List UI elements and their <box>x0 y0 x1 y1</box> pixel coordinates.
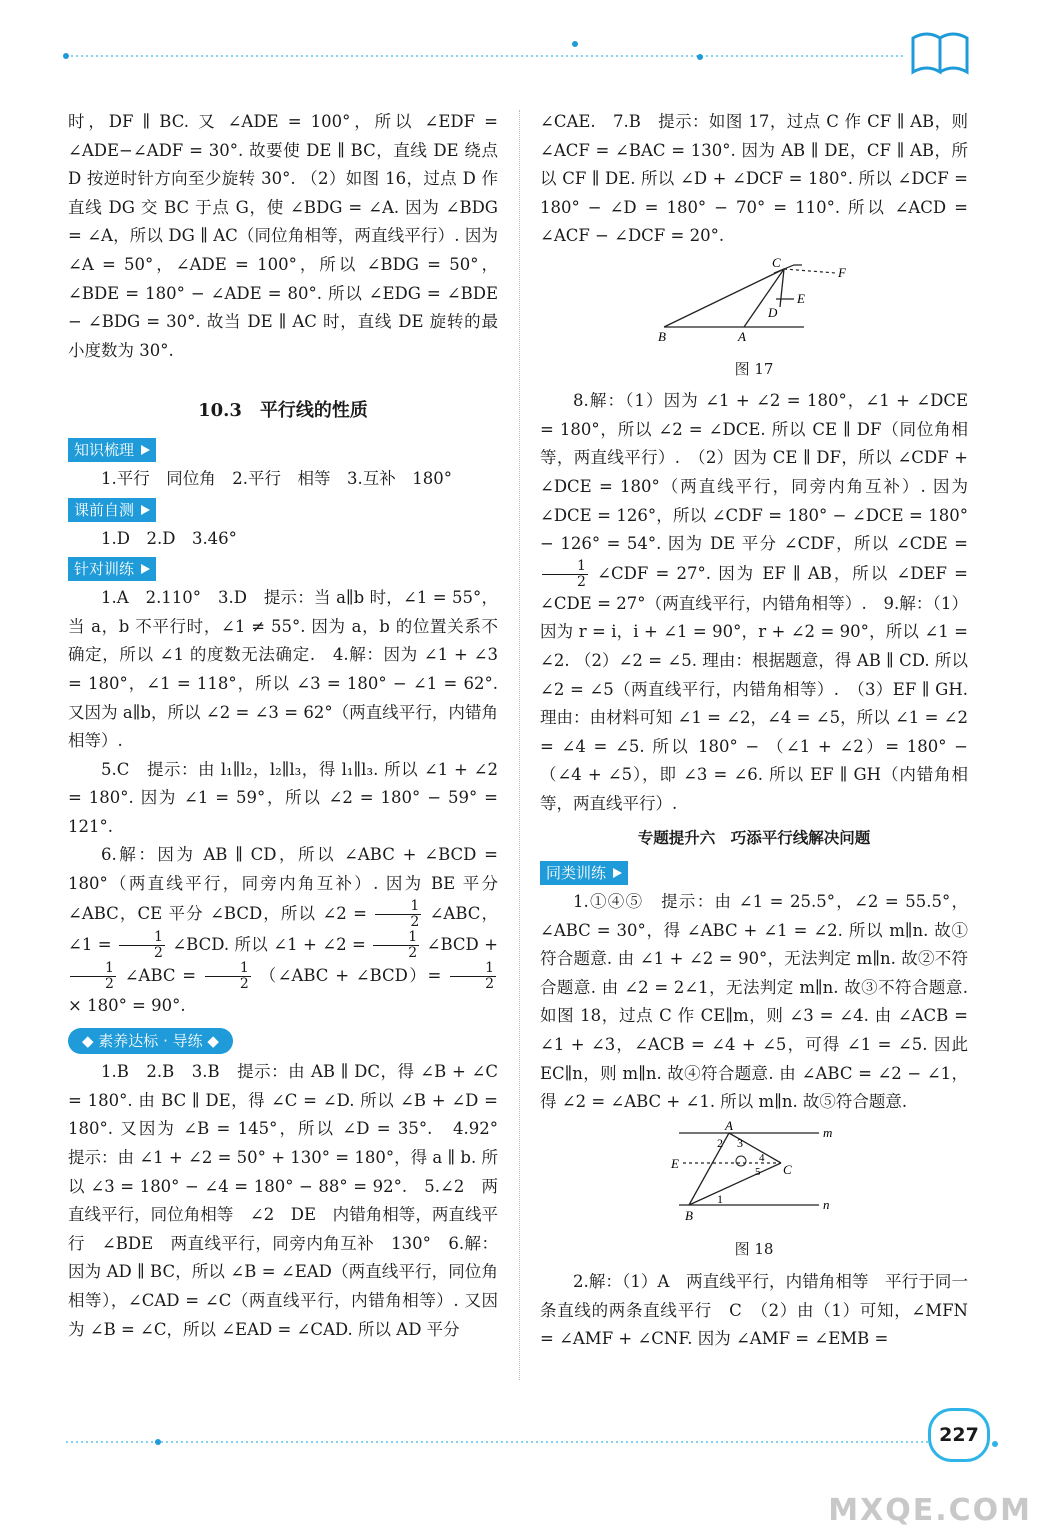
answers-training-c <box>68 841 498 1020</box>
svg-text:F: F <box>838 264 846 280</box>
svg-text:C: C <box>783 1161 792 1177</box>
right-column <box>540 108 968 1354</box>
training-c-part-6: （∠ABC + ∠BCD）= <box>259 965 442 985</box>
left-column <box>68 108 515 1344</box>
svg-text:m: m <box>823 1124 833 1140</box>
answers-pretest: 1.D 2.D 3.46° <box>101 528 237 548</box>
fraction-half: $\frac{1}{2}$ <box>70 961 116 992</box>
figure-17-diagram <box>654 255 854 345</box>
svg-text:B: B <box>658 328 666 344</box>
figure-18-caption: 图 18 <box>734 1240 774 1259</box>
answers-training-a: 1.A 2.110° 3.D 提示：当 a∥b 时，∠1 = 55°，当 a，b 不平行时，∠1 ≠ 55°. 因为 a，b 的位置关系不确定，所以 ∠1 的度数无法确定. 4.解：因为 ∠1 + ∠3 = 180°，∠1 = 118°，所以 ∠3 = 180° − ∠1 = 62°. 又因为 a∥b，所以 ∠2 = ∠3 = 62°（两直线平行，内错角相等）. <box>68 588 498 751</box>
right-paragraph-3: 1.①④⑤ 提示：由 ∠1 = 25.5°，∠2 = 55.5°，∠ABC = 30°，得 ∠ABC + ∠1 = ∠2. 所以 m∥n. 故①符合题意. 由 ∠1 + ∠2 = 90°，无法判定 m∥n. 故②不符合题意. 由 ∠2 = 2∠1，无法判定 m∥n. 故③不符合题意. 如图 18，过点 C 作 CE∥m，则 ∠3 = ∠4. 由 ∠ACB = ∠1 + ∠3，∠ACB = ∠4 + ∠5，可得 ∠1 = ∠5. 因此 EC∥n，则 m∥n. 故④符合题意. 由 ∠ABC = ∠2 − ∠1，得 ∠2 = ∠ABC + ∠1. 所以 m∥n. 故⑤符合题意. <box>540 892 968 1112</box>
svg-text:B: B <box>685 1207 693 1223</box>
svg-text:A: A <box>725 1120 733 1133</box>
page-number: 227 <box>928 1408 990 1462</box>
column-divider <box>519 110 520 1380</box>
tag-literacy: ◆ 素养达标 · 导练 ◆ <box>68 1028 233 1054</box>
training-c-part-1: 6.解：因为 AB ∥ CD，所以 ∠ABC + ∠BCD = 180°（两直线平行，同旁内角互补）. 因为 BE 平分 ∠ABC，CE 平分 ∠BCD，所以 ∠2 = <box>68 845 498 923</box>
figure-17-caption: 图 17 <box>734 359 774 378</box>
svg-text:4: 4 <box>759 1151 765 1164</box>
svg-text:5: 5 <box>755 1165 761 1178</box>
svg-text:D: D <box>768 304 778 320</box>
header-dot-3 <box>697 54 703 60</box>
p2-part-2: ∠CDF = 27°. 因为 EF ∥ AB，所以 ∠DEF = ∠CDE = 27°（两直线平行，内错角相等）. 9.解：（1）因为 r = i，i + ∠1 = 90°，r + ∠2 = 90°，所以 ∠1 = ∠2. （2）∠2 = ∠5. 理由：根据题意，得 AB ∥ CD. 所以 ∠2 = ∠5（两直线平行，内错角相等）. （3）EF ∥ GH. 理由：由材料可知 ∠1 = ∠2，∠4 = ∠5，所以 ∠1 = ∠2 = ∠4 = ∠5. 所以 180° − （∠1 + ∠2）= 180° − （∠4 + ∠5），即 ∠3 = ∠6. 所以 EF ∥ GH（内错角相等，两直线平行）. <box>540 563 969 813</box>
tag-pretest: 课前自测 <box>68 498 156 522</box>
answers-literacy: 1.B 2.B 3.B 提示：由 AB ∥ DC，得 ∠B + ∠C = 180°. 由 BC ∥ DE，得 ∠C = ∠D. 所以 ∠B + ∠D = 180°. 又因为 ∠B = 145°，所以 ∠D = 35°. 4.92° 提示：由 ∠1 + ∠2 = 50° + 130° = 180°，得 a ∥ b. 所以 ∠3 = 180° − ∠4 = 180° − 88° = 92°. 5.∠2 两直线平行，同位角相等 ∠2 DE 内错角相等，两直线平行 ∠BDE 两直线平行，同旁内角互补 130° 6.解：因为 AD ∥ BC，所以 ∠B = ∠EAD（两直线平行，同位角相等），∠CAD = ∠C（两直线平行，内错角相等）. 又因为 ∠B = ∠C，所以 ∠EAD = ∠CAD. 所以 AD 平分 <box>68 1062 515 1339</box>
training-c-part-2: ∠ABC，∠1 = <box>68 903 498 954</box>
book-icon <box>913 34 967 72</box>
svg-text:E: E <box>671 1155 679 1171</box>
watermark: MXQE.COM <box>828 1493 1032 1528</box>
answers-training-b: 5.C 提示：由 l₁∥l₂，l₂∥l₃，得 l₁∥l₃. 所以 ∠1 + ∠2 = 180°. 因为 ∠1 = 59°，所以 ∠2 = 180° − 59° = 121°. <box>68 759 498 836</box>
section-title: 10.3 平行线的性质 <box>198 400 368 422</box>
fraction-half: $\frac{1}{2}$ <box>119 930 165 961</box>
training-c-part-5: ∠ABC = <box>124 965 197 985</box>
training-c-part-3: ∠BCD. 所以 ∠1 + ∠2 = <box>172 934 366 954</box>
figure-18 <box>540 1121 968 1264</box>
svg-text:1: 1 <box>717 1191 723 1206</box>
svg-text:2: 2 <box>717 1135 723 1150</box>
answers-knowledge: 1.平行 同位角 2.平行 相等 3.互补 180° <box>101 468 452 488</box>
topic-title: 专题提升六 巧添平行线解决问题 <box>637 828 871 848</box>
svg-text:n: n <box>823 1196 830 1212</box>
svg-text:A: A <box>738 328 746 344</box>
footer-decoration <box>0 1430 1054 1470</box>
figure-18-diagram <box>669 1121 839 1226</box>
tag-knowledge: 知识梳理 <box>68 438 156 462</box>
svg-text:E: E <box>797 290 805 306</box>
fraction-half: $\frac{1}{2}$ <box>375 899 421 930</box>
fraction-half: $\frac{1}{2}$ <box>450 961 496 992</box>
svg-text:C: C <box>772 254 781 270</box>
header-dot-2 <box>572 41 578 47</box>
left-paragraph-1: 时，DF ∥ BC. 又 ∠ADE = 100°，所以 ∠EDF = ∠ADE−∠ADF = 30°. 故要使 DE ∥ BC，直线 DE 绕点 D 按逆时针方向至少旋转 30°. （2）如图 16，过点 D 作直线 DG 交 BC 于点 G，使 ∠BDG = ∠A. 因为 ∠BDG = ∠A，所以 DG ∥ AC（同位角相等，两直线平行）. 因为 ∠A = 50°，∠ADE = 100°，所以 ∠BDG = 50°，∠BDE = 180° − ∠ADE = 80°. 所以 ∠EDG = ∠BDE − ∠BDG = 30°. 故当 DE ∥ AC 时，直线 DE 旋转的最小度数为 30°. <box>68 112 498 360</box>
header-decoration <box>0 0 1054 90</box>
fraction-half: $\frac{1}{2}$ <box>542 559 588 590</box>
fraction-half: $\frac{1}{2}$ <box>205 961 251 992</box>
tag-similar-training: 同类训练 <box>540 861 628 885</box>
training-c-part-7: × 180° = 90°. <box>68 995 186 1015</box>
right-paragraph-2 <box>540 387 968 818</box>
right-paragraph-4: 2.解：（1）A 两直线平行，内错角相等 平行于同一条直线的两条直线平行 C （2）由（1）可知，∠MFN = ∠AMF + ∠CNF. 因为 ∠AMF = ∠EMB = <box>540 1272 968 1349</box>
p2-part-1: 8.解：（1）因为 ∠1 + ∠2 = 180°，∠1 + ∠DCE = 180°，所以 ∠2 = ∠DCE. 所以 CE ∥ DF（同位角相等，两直线平行）. （2）因为 CE ∥ DF，所以 ∠CDF + ∠DCE = 180°（两直线平行，同旁内角互补）. 因为 ∠DCE = 126°，所以 ∠CDF = 180° − ∠DCE = 180° − 126° = 54°. 因为 DE 平分 ∠CDF，所以 ∠CDE = <box>540 391 968 554</box>
svg-text:3: 3 <box>737 1135 743 1150</box>
training-c-part-4: ∠BCD + <box>426 934 498 954</box>
right-paragraph-1: ∠CAE. 7.B 提示：如图 17，过点 C 作 CF ∥ AB，则 ∠ACF = ∠BAC = 130°. 因为 AB ∥ DE，CF ∥ AB，所以 CF ∥ DE. 所以 ∠D + ∠DCF = 180°. 所以 ∠DCF = 180° − ∠D = 180° − 70° = 110°. 所以 ∠ACD = ∠ACF − ∠DCF = 20°. <box>540 112 968 246</box>
fraction-half: $\frac{1}{2}$ <box>373 930 419 961</box>
figure-17 <box>540 255 968 383</box>
tag-training: 针对训练 <box>68 557 156 581</box>
header-dot-1 <box>63 53 69 59</box>
